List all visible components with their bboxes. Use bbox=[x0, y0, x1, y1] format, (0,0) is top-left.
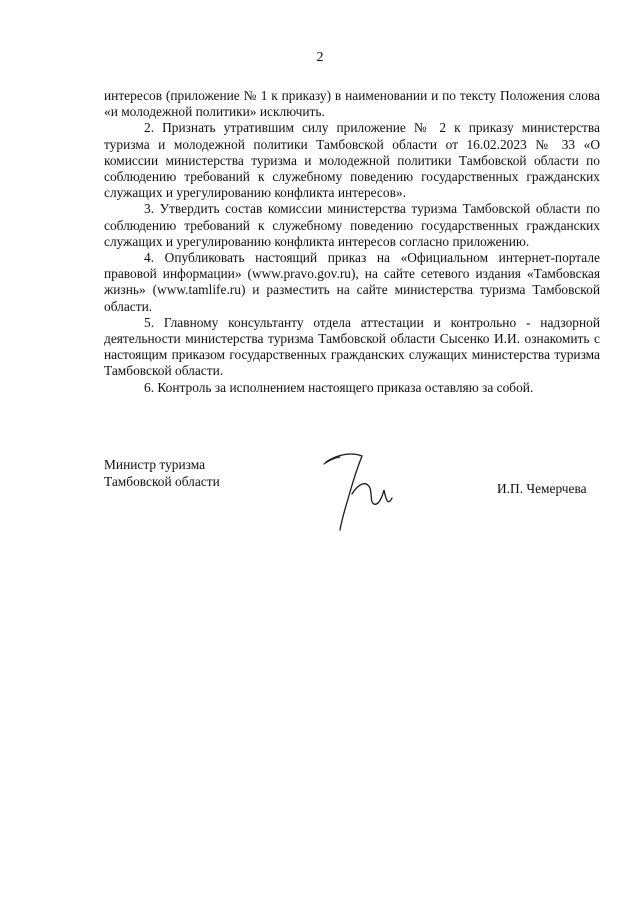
paragraph-continuation: интересов (приложение № 1 к приказу) в наименовании и по тексту Положения слова «и молодежной политики» исключить. bbox=[104, 88, 600, 120]
paragraph-item-2: 2. Признать утратившим силу приложение № 2 к приказу министерства туризма и молодежной политики Тамбовской области от 16.02.2023 № 33 «О комиссии министерства туризма и молодежной политики Тамбовской области по соблюдению требований к служебному поведению государственных гражданских служащих и урегулированию конфликта интересов». bbox=[104, 120, 600, 201]
document-body bbox=[104, 88, 600, 396]
paragraph-item-5: 5. Главному консультанту отдела аттестации и контрольно - надзорной деятельности министерства туризма Тамбовской области Сысенко И.И. ознакомить с настоящим приказом государственных гражданских служащих министерства туризма Тамбовской области. bbox=[104, 314, 600, 379]
signatory-name: И.П. Чемерчева bbox=[497, 481, 587, 496]
paragraph-item-6: 6. Контроль за исполнением настоящего приказа оставляю за собой. bbox=[144, 379, 534, 395]
paragraph-item-4: 4. Опубликовать настоящий приказ на «Официальном интернет-портале правовой информации» (www.pravo.gov.ru), на сайте сетевого издания «Тамбовская жизнь» (www.tamlife.ru) и разместить на сайте министерства туризма Тамбовской области. bbox=[104, 250, 600, 314]
handwritten-signature bbox=[312, 444, 402, 534]
paragraph-item-3: 3. Утвердить состав комиссии министерства туризма Тамбовской области по соблюдению требований к служебному поведению государственных гражданских служащих и урегулированию конфликта интересов согласно приложению. bbox=[104, 201, 600, 249]
signatory-position-line-1: Министр туризма bbox=[104, 457, 206, 472]
signatory-position-line-2: Тамбовской области bbox=[104, 474, 220, 489]
signatory-position bbox=[104, 456, 220, 490]
page-number: 2 bbox=[316, 50, 324, 65]
